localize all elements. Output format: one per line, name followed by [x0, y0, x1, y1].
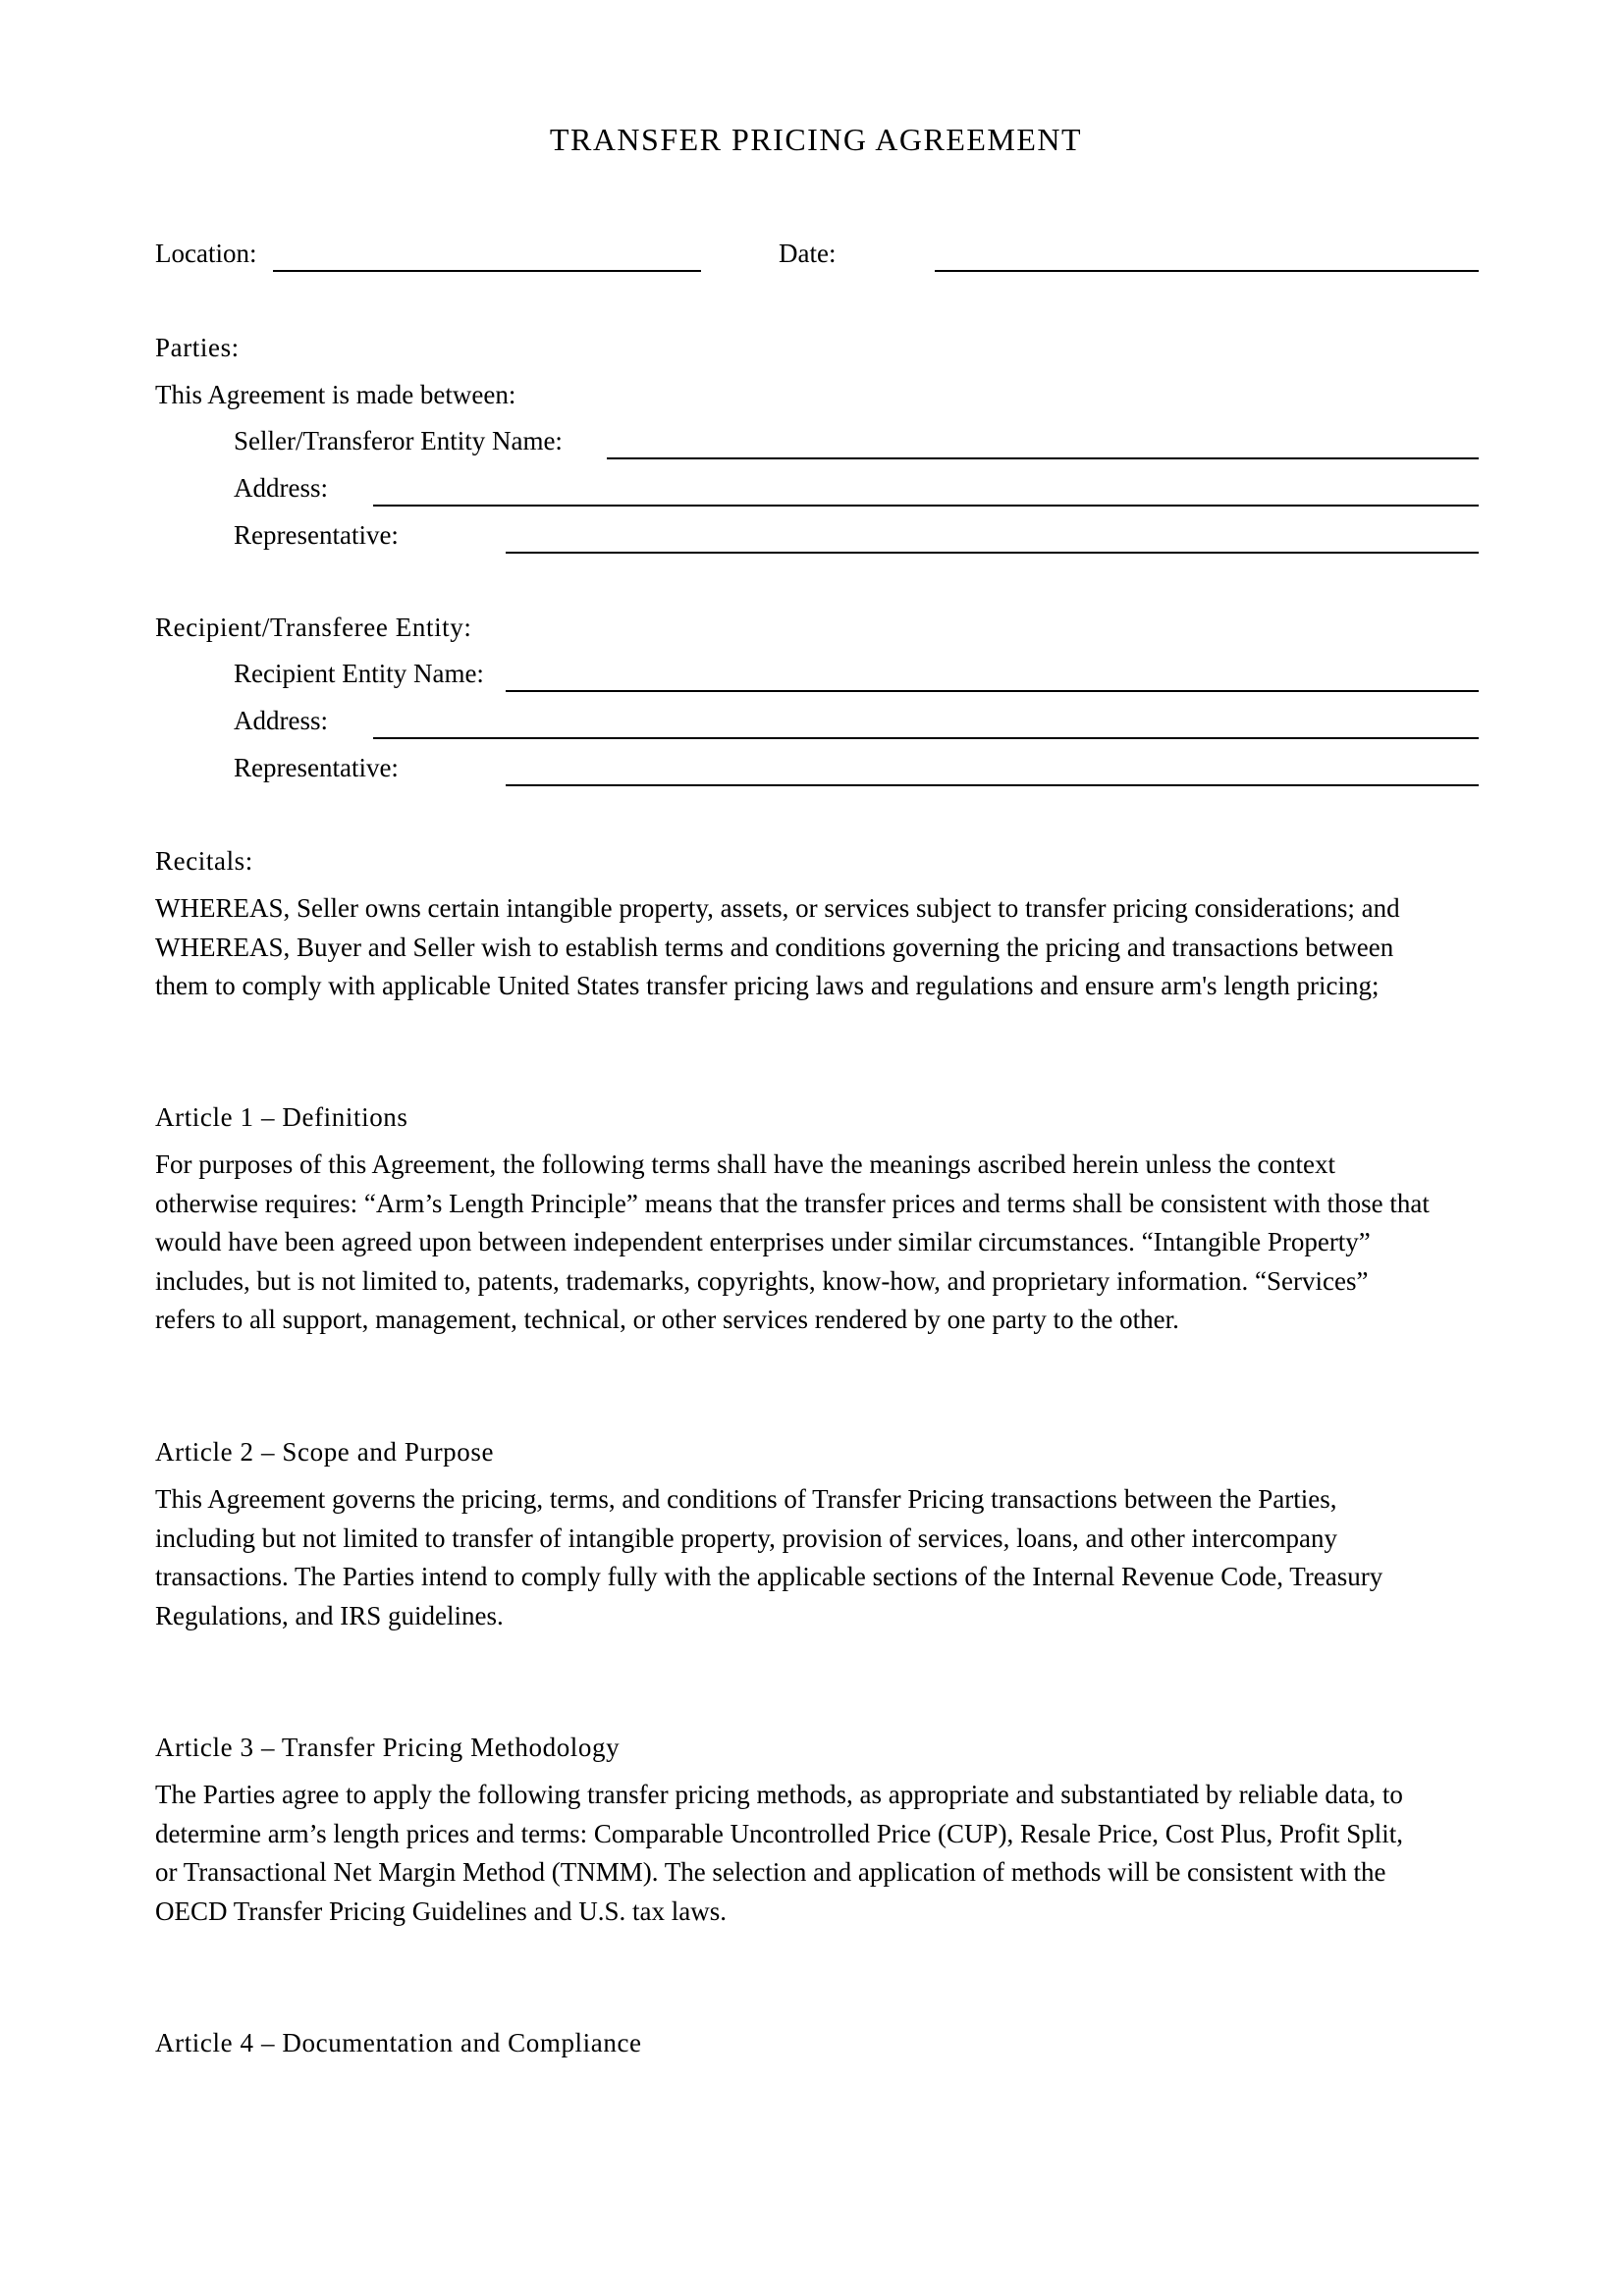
seller-representative-label: Representative:: [234, 520, 399, 550]
recitals-line: WHEREAS, Buyer and Seller wish to establish terms and conditions governing the pricing and transactions between: [155, 932, 1394, 962]
article-line: determine arm’s length prices and terms: Comparable Uncontrolled Price (CUP), Resale Price, Cost Plus, Profit Split,: [155, 1818, 1404, 1848]
article-2-text: [155, 1480, 1490, 1635]
article-1-heading: Article 1 – Definitions: [155, 1102, 408, 1132]
article-line: otherwise requires: “Arm’s Length Principle” means that the transfer prices and terms shall be consistent with those that: [155, 1188, 1430, 1218]
article-line: Regulations, and IRS guidelines.: [155, 1600, 504, 1630]
article-line: For purposes of this Agreement, the following terms shall have the meanings ascribed herein unless the context: [155, 1149, 1335, 1179]
recipient-address-field[interactable]: [373, 737, 1479, 739]
recitals-text: [155, 889, 1490, 1006]
recipient-address-label: Address:: [234, 706, 328, 735]
article-line: The Parties agree to apply the following transfer pricing methods, as appropriate and substantiated by reliable data, to: [155, 1780, 1403, 1809]
parties-intro: This Agreement is made between:: [155, 380, 516, 409]
recitals-heading: Recitals:: [155, 846, 253, 876]
article-line: including but not limited to transfer of intangible property, provision of services, loans, and other intercompany: [155, 1522, 1337, 1553]
recitals-line: WHEREAS, Seller owns certain intangible property, assets, or services subject to transfer pricing considerations; and: [155, 893, 1400, 923]
seller-representative-field[interactable]: [506, 552, 1479, 554]
article-3-text: [155, 1776, 1490, 1931]
seller-name-field[interactable]: [607, 457, 1479, 459]
date-field[interactable]: [935, 270, 1479, 272]
article-line: would have been agreed upon between independent enterprises under similar circumstances. “Intangible Property”: [155, 1227, 1371, 1256]
article-3-heading: Article 3 – Transfer Pricing Methodology: [155, 1733, 621, 1762]
seller-address-label: Address:: [234, 473, 328, 503]
document-title: TRANSFER PRICING AGREEMENT: [549, 122, 1083, 157]
parties-heading: Parties:: [155, 333, 240, 362]
date-label: Date:: [779, 239, 837, 268]
article-4-heading: Article 4 – Documentation and Compliance: [155, 2028, 642, 2057]
article-line: includes, but is not limited to, patents, trademarks, copyrights, know-how, and proprietary information. “Services”: [155, 1265, 1369, 1296]
article-1-text: [155, 1146, 1490, 1340]
location-label: Location:: [155, 239, 257, 268]
recipient-representative-field[interactable]: [506, 784, 1479, 786]
article-line: or Transactional Net Margin Method (TNMM). The selection and application of methods will be consistent with the: [155, 1857, 1386, 1887]
article-line: OECD Transfer Pricing Guidelines and U.S. tax laws.: [155, 1896, 727, 1926]
recipient-name-label: Recipient Entity Name:: [234, 659, 484, 688]
seller-address-field[interactable]: [373, 505, 1479, 507]
article-line: refers to all support, management, technical, or other services rendered by one party to the other.: [155, 1305, 1179, 1334]
seller-name-label: Seller/Transferor Entity Name:: [234, 426, 563, 455]
recipient-name-field[interactable]: [506, 690, 1479, 692]
article-line: This Agreement governs the pricing, terms, and conditions of Transfer Pricing transactions between the Parties,: [155, 1484, 1337, 1514]
recipient-representative-label: Representative:: [234, 753, 399, 782]
article-2-heading: Article 2 – Scope and Purpose: [155, 1437, 495, 1467]
recipient-heading: Recipient/Transferee Entity:: [155, 613, 472, 642]
location-field[interactable]: [273, 270, 701, 272]
recitals-line: them to comply with applicable United States transfer pricing laws and regulations and ensure arm's length pricing;: [155, 971, 1380, 1000]
article-line: transactions. The Parties intend to comply fully with the applicable sections of the Internal Revenue Code, Treasury: [155, 1562, 1383, 1591]
